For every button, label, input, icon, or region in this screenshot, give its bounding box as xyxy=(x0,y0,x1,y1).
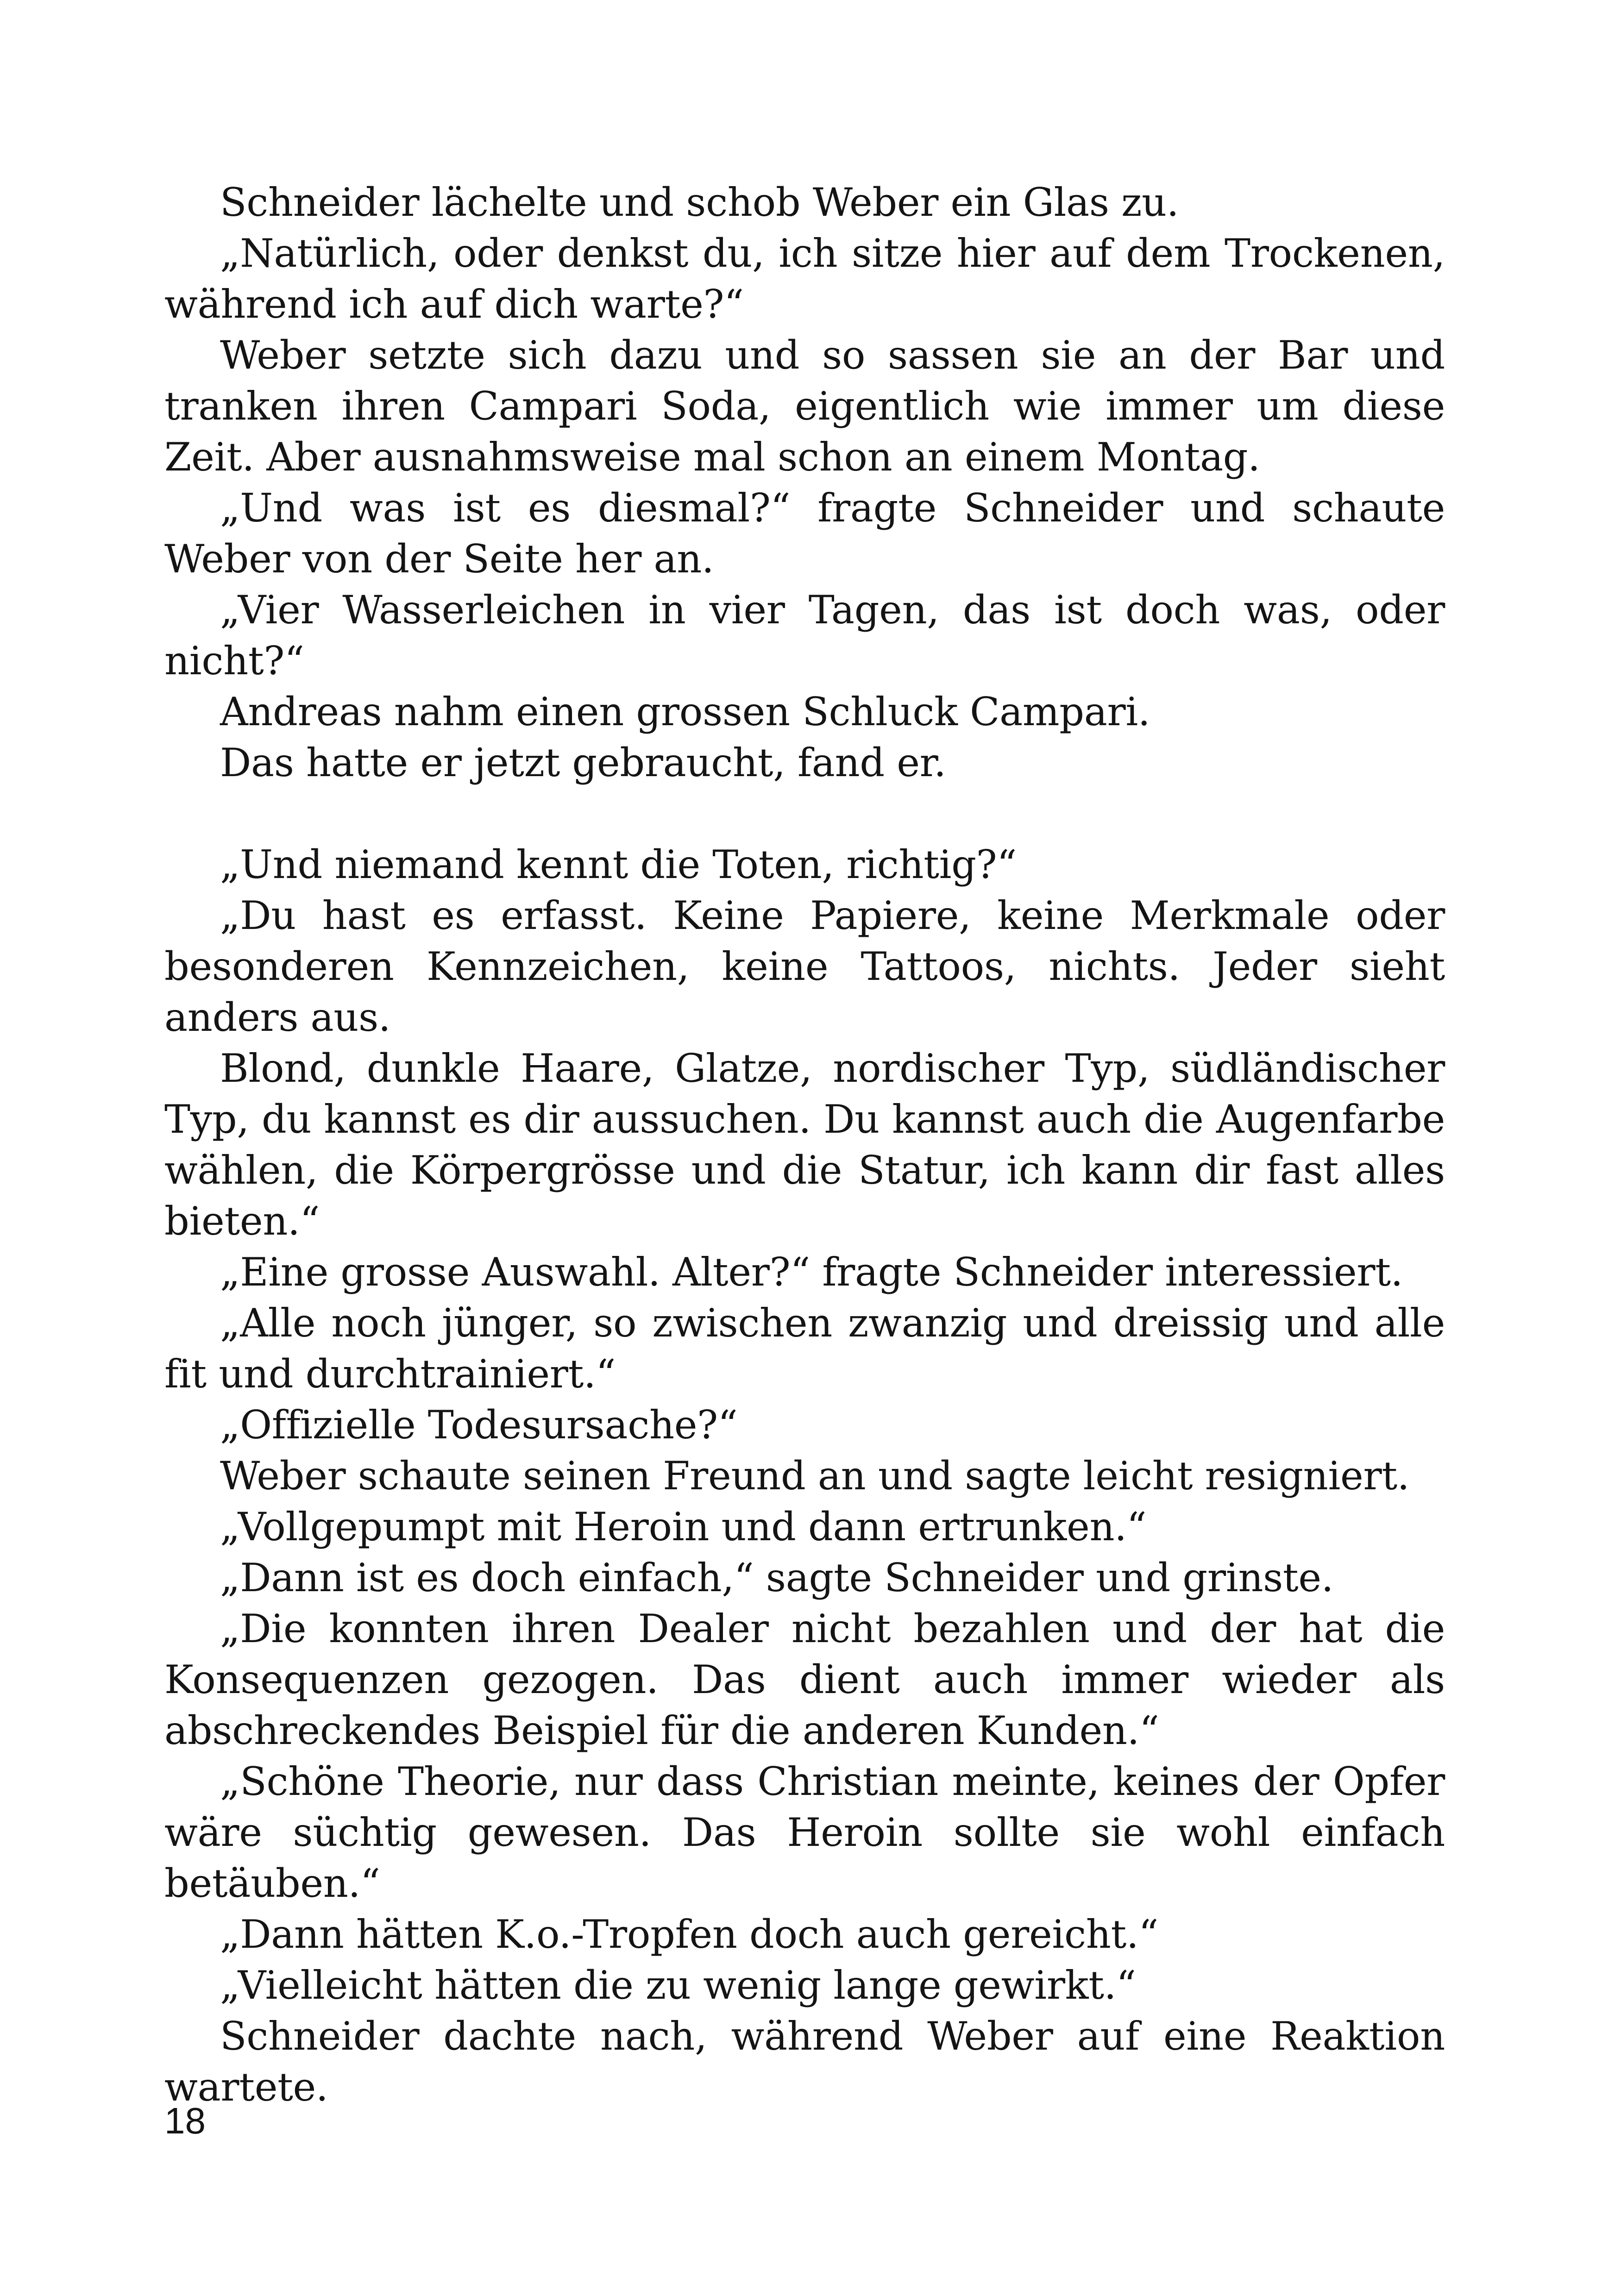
paragraph: „Und was ist es diesmal?“ fragte Schneider und schaute Weber von der Seite her an. xyxy=(164,485,1445,582)
page-number: 18 xyxy=(164,2100,206,2141)
paragraph: „Dann ist es doch einfach,“ sagte Schneider und grinste. xyxy=(220,1555,1334,1600)
paragraph: Schneider lächelte und schob Weber ein Glas zu. xyxy=(220,180,1179,225)
paragraph: „Und niemand kennt die Toten, richtig?“ xyxy=(220,842,1017,887)
paragraph: „Alle noch jünger, so zwischen zwanzig und dreissig und alle fit und durchtrainiert.“ xyxy=(164,1300,1445,1397)
page-body-text xyxy=(164,177,1445,2113)
paragraph: „Vollgepumpt mit Heroin und dann ertrunken.“ xyxy=(220,1504,1147,1549)
paragraph: „Dann hätten K.o.-Tropfen doch auch gereicht.“ xyxy=(220,1912,1158,1957)
paragraph: „Natürlich, oder denkst du, ich sitze hier auf dem Trockenen, während ich auf dich warte?“ xyxy=(164,231,1445,327)
paragraph: Weber schaute seinen Freund an und sagte leicht resigniert. xyxy=(220,1453,1410,1499)
paragraph: „Eine grosse Auswahl. Alter?“ fragte Schneider interessiert. xyxy=(220,1249,1403,1295)
paragraph: Weber setzte sich dazu und so sassen sie an der Bar und tranken ihren Campari Soda, eigentlich wie immer um diese Zeit. Aber ausnahmsweise mal schon an einem Montag. xyxy=(164,332,1445,480)
paragraph: „Vielleicht hätten die zu wenig lange gewirkt.“ xyxy=(220,1963,1136,2008)
paragraph: „Schöne Theorie, nur dass Christian meinte, keines der Opfer wäre süchtig gewesen. Das Heroin sollte sie wohl einfach betäuben.“ xyxy=(164,1759,1445,1906)
paragraph: Andreas nahm einen grossen Schluck Campari. xyxy=(220,689,1150,734)
paragraph: Schneider dachte nach, während Weber auf eine Reaktion wartete. xyxy=(164,2014,1445,2110)
paragraph: Blond, dunkle Haare, Glatze, nordischer Typ, südländischer Typ, du kannst es dir aussuchen. Du kannst auch die Augenfarbe wählen, die Körpergrösse und die Statur, ich kann dir fast alles bieten.“ xyxy=(164,1046,1445,1244)
paragraph: „Die konnten ihren Dealer nicht bezahlen und der hat die Konsequenzen gezogen. Das dient auch immer wieder als abschreckendes Beispiel für die anderen Kunden.“ xyxy=(164,1606,1445,1753)
paragraph: „Du hast es erfasst. Keine Papiere, keine Merkmale oder besonderen Kennzeichen, keine Tattoos, nichts. Jeder sieht anders aus. xyxy=(164,893,1445,1040)
paragraph: „Offizielle Todesursache?“ xyxy=(220,1402,738,1448)
paragraph: „Vier Wasserleichen in vier Tagen, das ist doch was, oder nicht?“ xyxy=(164,587,1445,684)
paragraph: Das hatte er jetzt gebraucht, fand er. xyxy=(220,740,946,785)
section-break xyxy=(164,788,1445,839)
